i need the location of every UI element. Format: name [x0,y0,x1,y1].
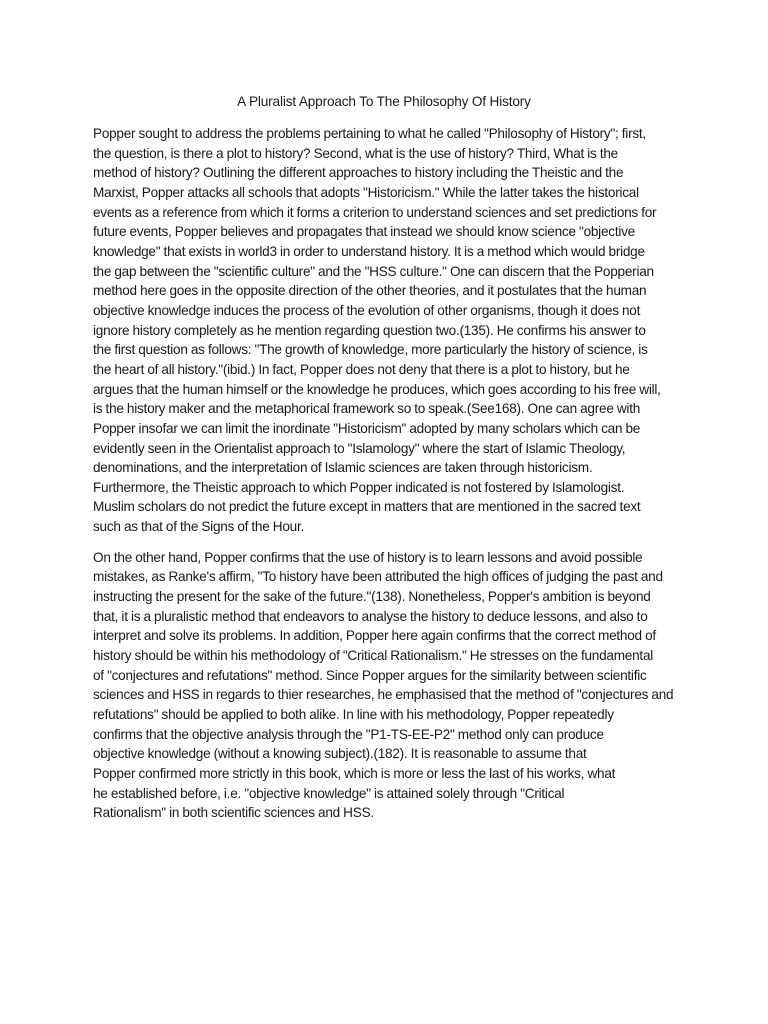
text-line: knowledge" that exists in world3 in order to understand history. It is a method which would bridge [93,243,645,259]
text-line: the heart of all history."(ibid.) In fact, Popper does not deny that there is a plot to history, but he [93,361,630,377]
text-line: the gap between the "scientific culture" and the "HSS culture." One can discern that the Popperian [93,263,654,279]
text-line: Furthermore, the Theistic approach to which Popper indicated is not fostered by Islamologist. [93,479,625,495]
text-line: that, it is a pluralistic method that endeavors to analyse the history to deduce lessons, and also to [93,608,648,624]
text-line: mistakes, as Ranke's affirm, "To history have been attributed the high offices of judging the past and [93,569,663,585]
text-line: objective knowledge (without a knowing subject).(182). It is reasonable to assume that [93,746,587,762]
text-line: ignore history completely as he mention regarding question two.(135). He confirms his answer to [93,322,646,338]
text-line: method here goes in the opposite direction of the other theories, and it postulates that the human [93,283,647,299]
text-line: denominations, and the interpretation of Islamic sciences are taken through historicism. [93,460,593,476]
text-line: the first question as follows: "The growth of knowledge, more particularly the history of science, is [93,342,648,358]
text-line: events as a reference from which it forms a criterion to understand sciences and set predictions for [93,204,657,220]
text-line: method of history? Outlining the different approaches to history including the Theistic and the [93,165,624,181]
document-title: A Pluralist Approach To The Philosophy Of History [237,94,531,109]
text-line: the question, is there a plot to history? Second, what is the use of history? Third, What is the [93,145,618,161]
text-line: refutations" should be applied to both alike. In line with his methodology, Popper repeatedly [93,707,614,723]
text-line: Popper confirmed more strictly in this book, which is more or less the last of his works, what [93,766,616,781]
text-line: Popper sought to address the problems pertaining to what he called "Philosophy of History"; first, [93,126,646,141]
text-line: Muslim scholars do not predict the future except in matters that are mentioned in the sacred text [93,499,641,515]
text-line: argues that the human himself or the knowledge he produces, which goes according to his free will, [93,381,661,397]
text-line: Marxist, Popper attacks all schools that adopts "Historicism." While the latter takes the historical [93,184,639,200]
text-line: confirms that the objective analysis through the "P1-TS-EE-P2" method only can produce [93,726,604,742]
text-line: Popper insofar we can limit the inordinate "Historicism" adopted by many scholars which can be [93,420,641,436]
text-line: Rationalism" in both scientific sciences and HSS. [93,805,374,821]
text-line: he established before, i.e. "objective knowledge" is attained solely through "Critical [93,785,565,801]
paragraph-2 [93,548,675,823]
text-line: is the history maker and the metaphorical framework so to speak.(See168). One can agree with [93,401,641,417]
text-line: instructing the present for the sake of the future."(138). Nonetheless, Popper's ambition is beyond [93,589,651,605]
document-page [93,94,675,823]
text-line: evidently seen in the Orientalist approach to "Islamology" where the start of Islamic Theology, [93,440,626,456]
text-line: future events, Popper believes and propagates that instead we should know science "objective [93,224,635,240]
text-line: such as that of the Signs of the Hour. [93,519,305,535]
text-line: of "conjectures and refutations" method. Since Popper argues for the similarity between scientific [93,667,647,683]
paragraph-1 [93,124,675,537]
text-line: sciences and HSS in regards to thier researches, he emphasised that the method of "conjectures and [93,687,674,703]
text-line: On the other hand, Popper confirms that the use of history is to learn lessons and avoid possible [93,549,643,565]
text-line: interpret and solve its problems. In addition, Popper here again confirms that the correct method of [93,628,656,644]
text-line: history should be within his methodology of "Critical Rationalism." He stresses on the fundamental [93,648,654,664]
text-line: objective knowledge induces the process of the evolution of other organisms, though it does not [93,302,641,318]
